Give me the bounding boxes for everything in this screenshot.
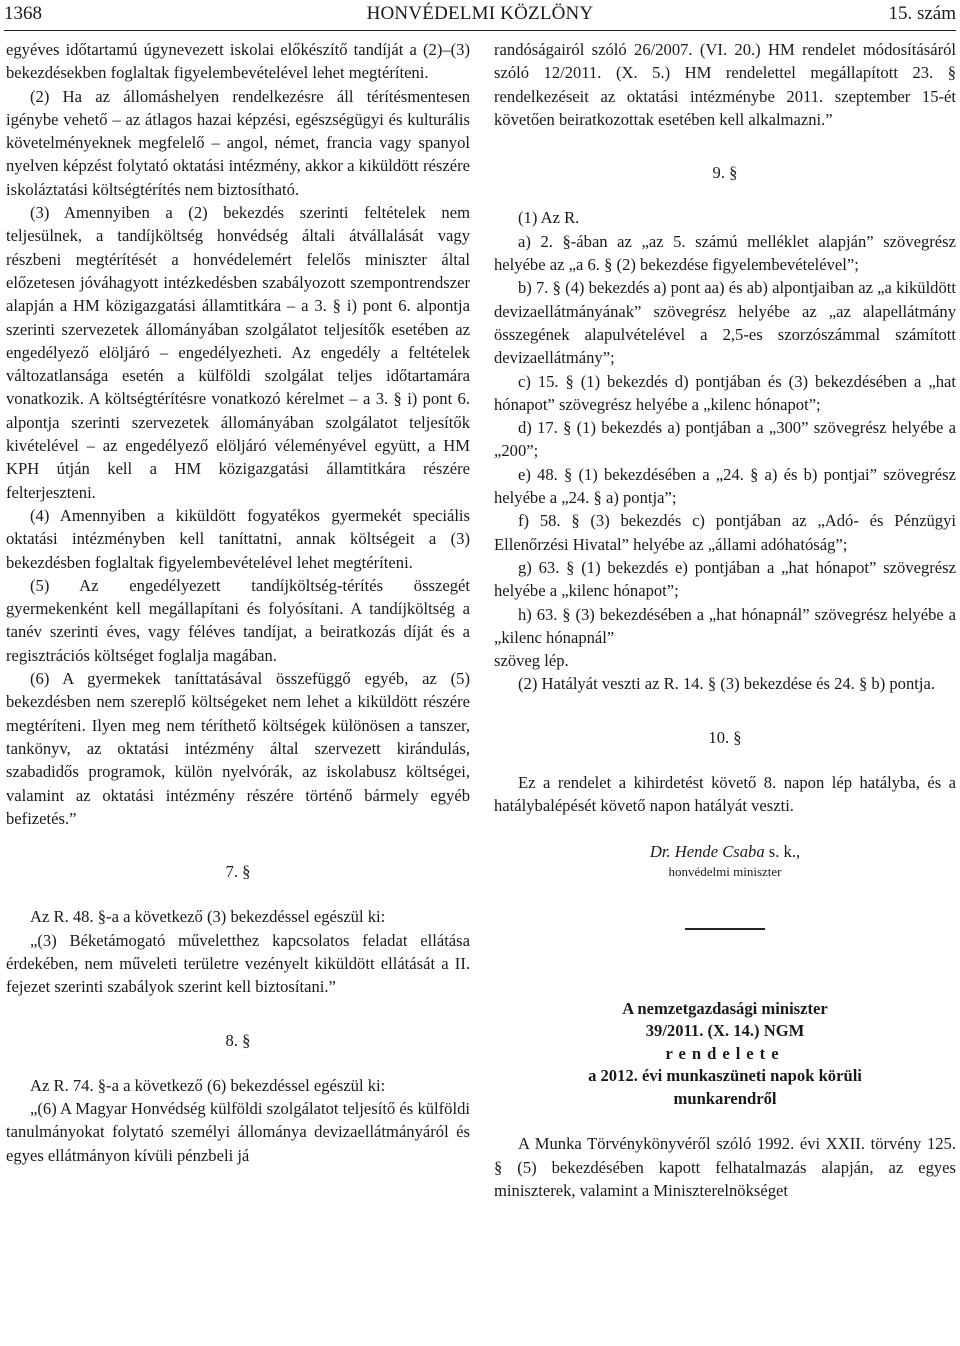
signature-role: honvédelmi miniszter	[668, 863, 782, 879]
page-header	[4, 0, 956, 31]
paragraph-6: (6) A gyermekek taníttatásával összefüggő egyéb, az (5) bekezdésben nem szereplő költségeket nem lehet a kiküldött részére megtéríteni. Ilyen meg nem téríthető költségek különösen a tanszer, tankönyv, az oktatási intézmény által szervezett kirándulás, szabadidős programok, külön nyelvórák, az iskolabusz költségei, valamint az oktatási intézmény részére történő bármely egyéb befizetés.”	[6, 669, 470, 828]
paragraph-5: (5) Az engedélyezett tandíjköltség-térítés összegét gyermekenként kell megállapítani és folyósítani. A tandíjköltség a tanév szerinti éves, vagy féléves tandíjat, a beiratkozás díját és a regisztrációs költséget foglalja magában.	[6, 575, 470, 665]
section-7-heading: 7. §	[225, 862, 251, 882]
section-9-point-a: a) 2. §-ában az „az 5. számú melléklet alapján” szövegrész helyébe az „a 6. § (2) bekezdése figyelembevételével”;	[494, 231, 956, 275]
section-9-point-f: f) 58. § (3) bekezdés c) pontjában az „Adó- és Pénzügyi Ellenőrzési Hivatal” helyébe az „állami adóhatóság”;	[494, 511, 956, 554]
paragraph-continuation-right: randóságairól szóló 26/2007. (VI. 20.) HM rendelet módosításáról szóló 12/2011. (X. 5.) HM rendelettel megállapított 23. § rendelkezéseit az oktatási intézménybe 2011. szeptember 15-ét követően beiratkozottak esetében kell alkalmazni.”	[494, 40, 956, 129]
page-number: 1368	[4, 3, 42, 24]
signature	[494, 840, 956, 863]
signature-suffix: s. k.,	[764, 841, 801, 861]
section-9-paragraph-1: (1) Az R.	[518, 208, 580, 228]
section-8-text: „(6) A Magyar Honvédség külföldi szolgálatot teljesítő és külföldi tanulmányokat folytató személyi állománya devizaellátmányáról és egyes ellátmányon kívüli pénzbeli já	[6, 1099, 470, 1165]
issue-number: 15. szám	[888, 3, 956, 24]
right-column	[494, 38, 956, 1202]
decree-issuer: A nemzetgazdasági miniszter	[622, 998, 828, 1018]
section-9-tail: szöveg lép.	[494, 651, 569, 671]
paragraph-3: (3) Amennyiben a (2) bekezdés szerinti feltételek nem teljesülnek, a tandíjköltség honvédség általi átvállalását vagy részbeni megtérítését a honvédelemért felelős miniszter által előzetesen jóváhagyott intézkedésben szabályozott szempontrendszer alapján a HM közigazgatási államtitkára – a 3. § i) pont 6. alpontja szerinti szervezetek állományában szolgálatot teljesítők esetében az engedélyező elöljáró – engedélyezheti. Az engedély a feltételek változatlansága esetén a külföldi szolgálat teljes időtartamára vonatkozik. A költségtérítésre vonatkozó kérelmet – a 3. § i) pont 6. alpontja szerinti szervezetek állományában szolgálatot teljesítők kivételével – az engedélyező elöljáró véleményével együtt, a HM KPH útján kell a HM közigazgatási államtitkára részére felterjeszteni.	[6, 203, 470, 502]
section-10-heading: 10. §	[708, 727, 742, 747]
section-7-text: „(3) Béketámogató műveletthez kapcsolatos feladat ellátása érdekében, nem műveleti területre vezényelt kiküldött ellátását a II. fejezet szerinti szabályok szerint kell biztosítani.”	[6, 930, 470, 997]
journal-title: HONVÉDELMI KÖZLÖNY	[366, 3, 594, 24]
paragraph-continuation: egyéves időtartamú úgynevezett iskolai előkészítő tandíját a (2)–(3) bekezdésekben foglaltak figyelembevételével lehet megtéríteni.	[6, 40, 470, 83]
decree-preamble: A Munka Törvénykönyvéről szóló 1992. évi XXII. törvény 125. § (5) bekezdésében kapott felhatalmazás alapján, az egyes miniszterek, valamint a Miniszterelnökséget	[494, 1134, 956, 1200]
section-7-intro: Az R. 48. §-a a következő (3) bekezdéssel egészül ki:	[30, 907, 386, 927]
decree-subject-line-2: munkarendről	[673, 1088, 777, 1108]
signature-name: Dr. Hende Csaba	[649, 841, 765, 861]
decree-subject-line-1: a 2012. évi munkaszüneti napok körüli	[588, 1066, 862, 1086]
paragraph-2: (2) Ha az állomáshelyen rendelkezésre áll térítésmentesen igénybe vehető – az átlagos hazai képzési, egészségügyi és kulturális követelményeknek megfelelő – angol, német, francia vagy spanyol nyelven képzést folytató oktatási intézmény, akkor a kiküldött részére iskoláztatási költségtérítés nem biztosítható.	[6, 86, 470, 199]
section-9-point-b: b) 7. § (4) bekezdés a) pont aa) és ab) alpontjaiban az „a kiküldött devizaellátmányának” szövegrész helyébe az „az alapellátmány összegének alapulvételével a 2,5-es szorzószámmal számított devizaellátmány”;	[494, 278, 956, 368]
decree-title	[494, 998, 956, 1111]
section-8-heading: 8. §	[225, 1030, 251, 1050]
section-9-point-h: h) 63. § (3) bekezdésében a „hat hónapnál” szövegrész helyébe a „kilenc hónapnál”	[494, 604, 956, 647]
paragraph-4: (4) Amennyiben a kiküldött fogyatékos gyermekét speciális oktatási intézményben kell taníttatni, annak költségeit a (3) bekezdésben foglaltak figyelembevételével lehet megtéríteni.	[6, 505, 470, 572]
section-9-point-g: g) 63. § (1) bekezdés e) pontjában a „hat hónapot” szövegrész helyébe a „kilenc hónapot”;	[494, 557, 956, 601]
section-8-intro: Az R. 74. §-a a következő (6) bekezdéssel egészül ki:	[30, 1075, 386, 1095]
left-column	[6, 38, 470, 1167]
decree-type: rendelete	[665, 1043, 785, 1063]
section-10-text: Ez a rendelet a kihirdetést követő 8. napon lép hatályba, és a hatálybalépését követő napon hatályát veszti.	[494, 773, 956, 816]
decree-number: 39/2011. (X. 14.) NGM	[645, 1021, 805, 1041]
section-9-point-c: c) 15. § (1) bekezdés d) pontjában és (3) bekezdésében a „hat hónapot” szövegrész helyébe a „kilenc hónapot”;	[494, 371, 956, 414]
section-9-point-e: e) 48. § (1) bekezdésében a „24. § a) és b) pontjai” szövegrész helyébe a „24. § a) pontja”;	[494, 464, 956, 508]
section-9-paragraph-2: (2) Hatályát veszti az R. 14. § (3) bekezdése és 24. § b) pontja.	[518, 674, 936, 694]
section-9-point-d: d) 17. § (1) bekezdés a) pontjában a „300” szövegrész helyébe a „200”;	[494, 418, 956, 461]
section-9-heading: 9. §	[712, 163, 738, 183]
